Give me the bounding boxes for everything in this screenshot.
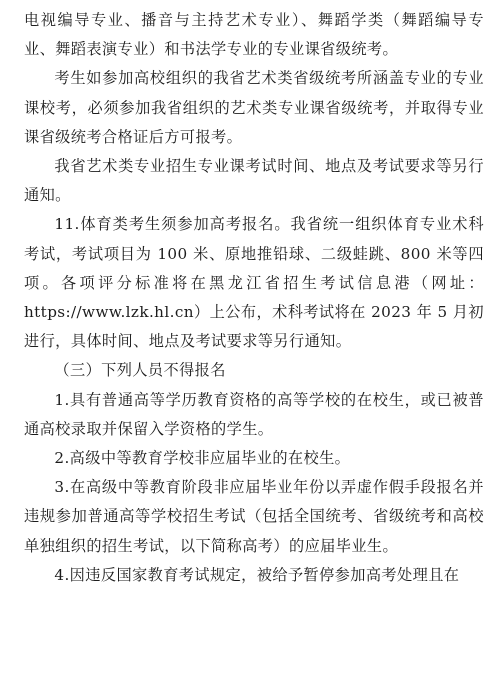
paragraph-art-exam-schedule-notice: 我省艺术类专业招生专业课考试时间、地点及考试要求等另行通知。: [24, 157, 484, 205]
list-item-non-graduating-high-school-students: 2.高级中等教育学校非应届毕业的在校生。: [54, 449, 351, 468]
paragraph-art-school-exam-requirement: 考生如参加高校组织的我省艺术类省级统考所涵盖专业的专业课校考，必须参加我省组织的艺术类专业课省级统考，并取得专业课省级统考合格证后方可报考。: [24, 69, 484, 146]
paragraph-sports-candidates: 11.体育类考生须参加高考报名。我省统一组织体育专业术科考试，考试项目为 100 米、原地推铅球、二级蛙跳、800 米等四项。各项评分标准将在黑龙江省招生考试信息港（网址：https://www.lzk.hl.cn）上公布，术科考试将在 2023 年 5 月初进行，具体时间、地点及考试要求等另行通知。: [24, 215, 484, 351]
section-heading-ineligible-applicants: （三）下列人员不得报名: [54, 361, 226, 380]
list-item-current-university-students: 1.具有普通高等学历教育资格的高等学校的在校生，或已被普通高校录取并保留入学资格的学生。: [24, 390, 484, 438]
list-item-fraudulent-early-registrants: 3.在高级中等教育阶段非应届毕业年份以弄虚作假手段报名并违规参加普通高等学校招生考试（包括全国统考、省级统考和高校单独组织的招生考试，以下简称高考）的应届毕业生。: [24, 478, 484, 555]
list-item-exam-rule-violators: 4.因违反国家教育考试规定，被给予暂停参加高考处理且在: [54, 565, 460, 584]
paragraph-continued-art-exam-majors: 电视编导专业、播音与主持艺术专业）、舞蹈学类（舞蹈编导专业、舞蹈表演专业）和书法学专业的专业课省级统考。: [24, 11, 484, 59]
